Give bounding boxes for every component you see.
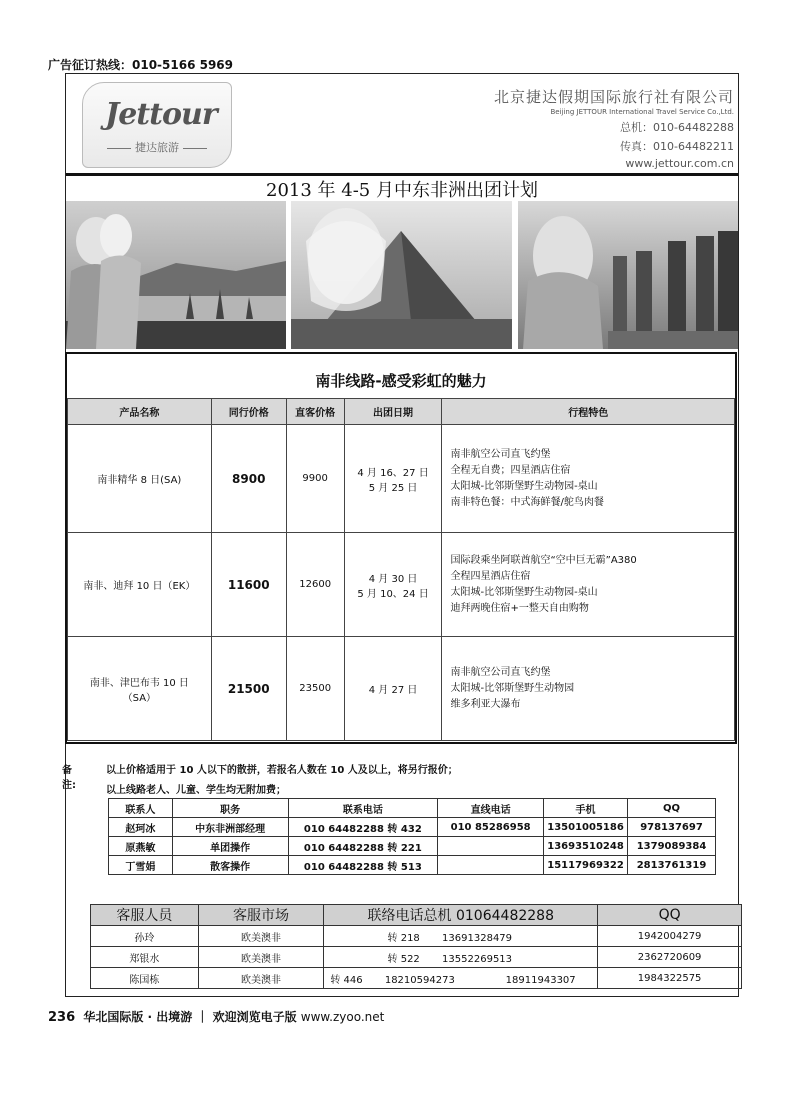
contact-direct-line: 010 85286958 xyxy=(438,818,544,837)
table-row xyxy=(68,425,735,533)
service-phone: 转 218 13691328479 xyxy=(324,926,598,947)
route-header-row xyxy=(68,399,735,425)
direct-price: 9900 xyxy=(286,425,344,533)
contact-mobile: 13693510248 xyxy=(544,837,628,856)
col-qq: QQ xyxy=(628,799,716,818)
contacts-table xyxy=(108,798,716,875)
col-mobile: 手机 xyxy=(544,799,628,818)
photo-pyramid xyxy=(291,201,512,349)
company-fax: 传真：010-64482211 xyxy=(620,140,734,153)
contact-qq: 1379089384 xyxy=(628,837,716,856)
departure-dates: 4 月 30 日 5 月 10、24 日 xyxy=(344,533,442,637)
page-number: 236 xyxy=(48,1010,76,1025)
service-name: 陈国栋 xyxy=(91,968,199,989)
logo-subtitle: 捷达旅游 xyxy=(97,139,217,155)
contact-qq: 978137697 xyxy=(628,818,716,837)
table-row xyxy=(109,856,716,875)
photo-women-harbor xyxy=(66,201,286,349)
contact-name: 原燕敏 xyxy=(109,837,173,856)
col-position: 职务 xyxy=(172,799,288,818)
contact-mobile: 15117969322 xyxy=(544,856,628,875)
contact-mobile: 13501005186 xyxy=(544,818,628,837)
departure-dates: 4 月 27 日 xyxy=(344,637,442,741)
note-line-1: 以上价格适用于 10 人以下的散拼，若报名人数在 10 人及以上，将另行报价； xyxy=(106,765,458,776)
product-name: 南非、津巴布韦 10 日 （SA） xyxy=(68,637,212,741)
table-row xyxy=(109,818,716,837)
col-product: 产品名称 xyxy=(68,399,212,425)
contact-position: 中东非洲部经理 xyxy=(172,818,288,837)
footer-url[interactable]: www.zyoo.net xyxy=(300,1010,385,1024)
contact-phone: 010 64482288 转 513 xyxy=(288,856,438,875)
route-table xyxy=(67,398,735,741)
trade-price: 11600 xyxy=(211,533,286,637)
photo-temple xyxy=(518,201,738,349)
contact-direct-line xyxy=(438,837,544,856)
service-qq: 1942004279 xyxy=(598,926,742,947)
page-footer xyxy=(48,1008,384,1025)
col-features: 行程特色 xyxy=(442,399,735,425)
table-row xyxy=(68,637,735,741)
logo-text: Jettour xyxy=(105,97,217,132)
route-title: 南非线路-感受彩虹的魅力 xyxy=(315,372,487,390)
service-market: 欧美澳非 xyxy=(198,926,324,947)
col-service-qq: QQ xyxy=(598,905,742,926)
plan-title: 2013 年 4-5 月中东非洲出团计划 xyxy=(266,180,538,201)
col-direct-line: 直线电话 xyxy=(438,799,544,818)
table-row xyxy=(109,837,716,856)
note-line-2: 以上线路老人、儿童、学生均无附加费； xyxy=(106,785,286,796)
direct-price: 23500 xyxy=(286,637,344,741)
contacts-header-row xyxy=(109,799,716,818)
company-phone: 总机：010-64482288 xyxy=(620,121,734,134)
itinerary-features: 南非航空公司直飞约堡 太阳城-比邻斯堡野生动物园 维多利亚大瀑布 xyxy=(442,637,735,741)
footer-text: 华北国际版 · 出境游 ｜ 欢迎浏览电子版 xyxy=(83,1010,297,1024)
service-qq: 2362720609 xyxy=(598,947,742,968)
service-market: 欧美澳非 xyxy=(198,947,324,968)
table-row xyxy=(91,926,742,947)
service-phone: 转 446 18210594273 18911943307 xyxy=(324,968,598,989)
contact-position: 单团操作 xyxy=(172,837,288,856)
col-service-phone: 联络电话总机 01064482288 xyxy=(324,905,598,926)
jettour-logo xyxy=(82,82,232,168)
col-phone: 联系电话 xyxy=(288,799,438,818)
table-row xyxy=(91,968,742,989)
notes-label: 备注: xyxy=(62,765,76,791)
contact-direct-line xyxy=(438,856,544,875)
service-name: 孙玲 xyxy=(91,926,199,947)
service-market: 欧美澳非 xyxy=(198,968,324,989)
departure-dates: 4 月 16、27 日 5 月 25 日 xyxy=(344,425,442,533)
trade-price: 8900 xyxy=(211,425,286,533)
contact-name: 丁雪娟 xyxy=(109,856,173,875)
service-qq: 1984322575 xyxy=(598,968,742,989)
table-row xyxy=(91,947,742,968)
south-africa-route-box xyxy=(65,352,737,744)
ad-hotline: 广告征订热线：010-5166 5969 xyxy=(48,58,234,72)
service-name: 郑银水 xyxy=(91,947,199,968)
contact-phone: 010 64482288 转 432 xyxy=(288,818,438,837)
col-dates: 出团日期 xyxy=(344,399,442,425)
company-name-en: Beijing JETTOUR International Travel Service Co.,Ltd. xyxy=(550,108,734,116)
contact-qq: 2813761319 xyxy=(628,856,716,875)
table-row xyxy=(68,533,735,637)
product-name: 南非、迪拜 10 日（EK） xyxy=(68,533,212,637)
col-service-market: 客服市场 xyxy=(198,905,324,926)
contact-phone: 010 64482288 转 221 xyxy=(288,837,438,856)
col-contact: 联系人 xyxy=(109,799,173,818)
contact-name: 赵珂冰 xyxy=(109,818,173,837)
col-service-staff: 客服人员 xyxy=(91,905,199,926)
direct-price: 12600 xyxy=(286,533,344,637)
header xyxy=(66,74,738,174)
company-info xyxy=(474,86,734,170)
itinerary-features: 南非航空公司直飞约堡 全程无自费；四星酒店住宿 太阳城-比邻斯堡野生动物园-桌山 南非特色餐：中式海鲜餐/鸵鸟肉餐 xyxy=(442,425,735,533)
col-trade-price: 同行价格 xyxy=(211,399,286,425)
itinerary-features: 国际段乘坐阿联酋航空“空中巨无霸”A380 全程四星酒店住宿 太阳城-比邻斯堡野生动物园-桌山 迪拜两晚住宿+一整天自由购物 xyxy=(442,533,735,637)
service-header-row xyxy=(91,905,742,926)
trade-price: 21500 xyxy=(211,637,286,741)
service-phone: 转 522 13552269513 xyxy=(324,947,598,968)
product-name: 南非精华 8 日(SA) xyxy=(68,425,212,533)
contact-position: 散客操作 xyxy=(172,856,288,875)
company-name-cn: 北京捷达假期国际旅行社有限公司 xyxy=(493,88,734,106)
customer-service-table xyxy=(90,904,742,989)
col-direct-price: 直客价格 xyxy=(286,399,344,425)
company-website: www.jettour.com.cn xyxy=(625,157,734,170)
